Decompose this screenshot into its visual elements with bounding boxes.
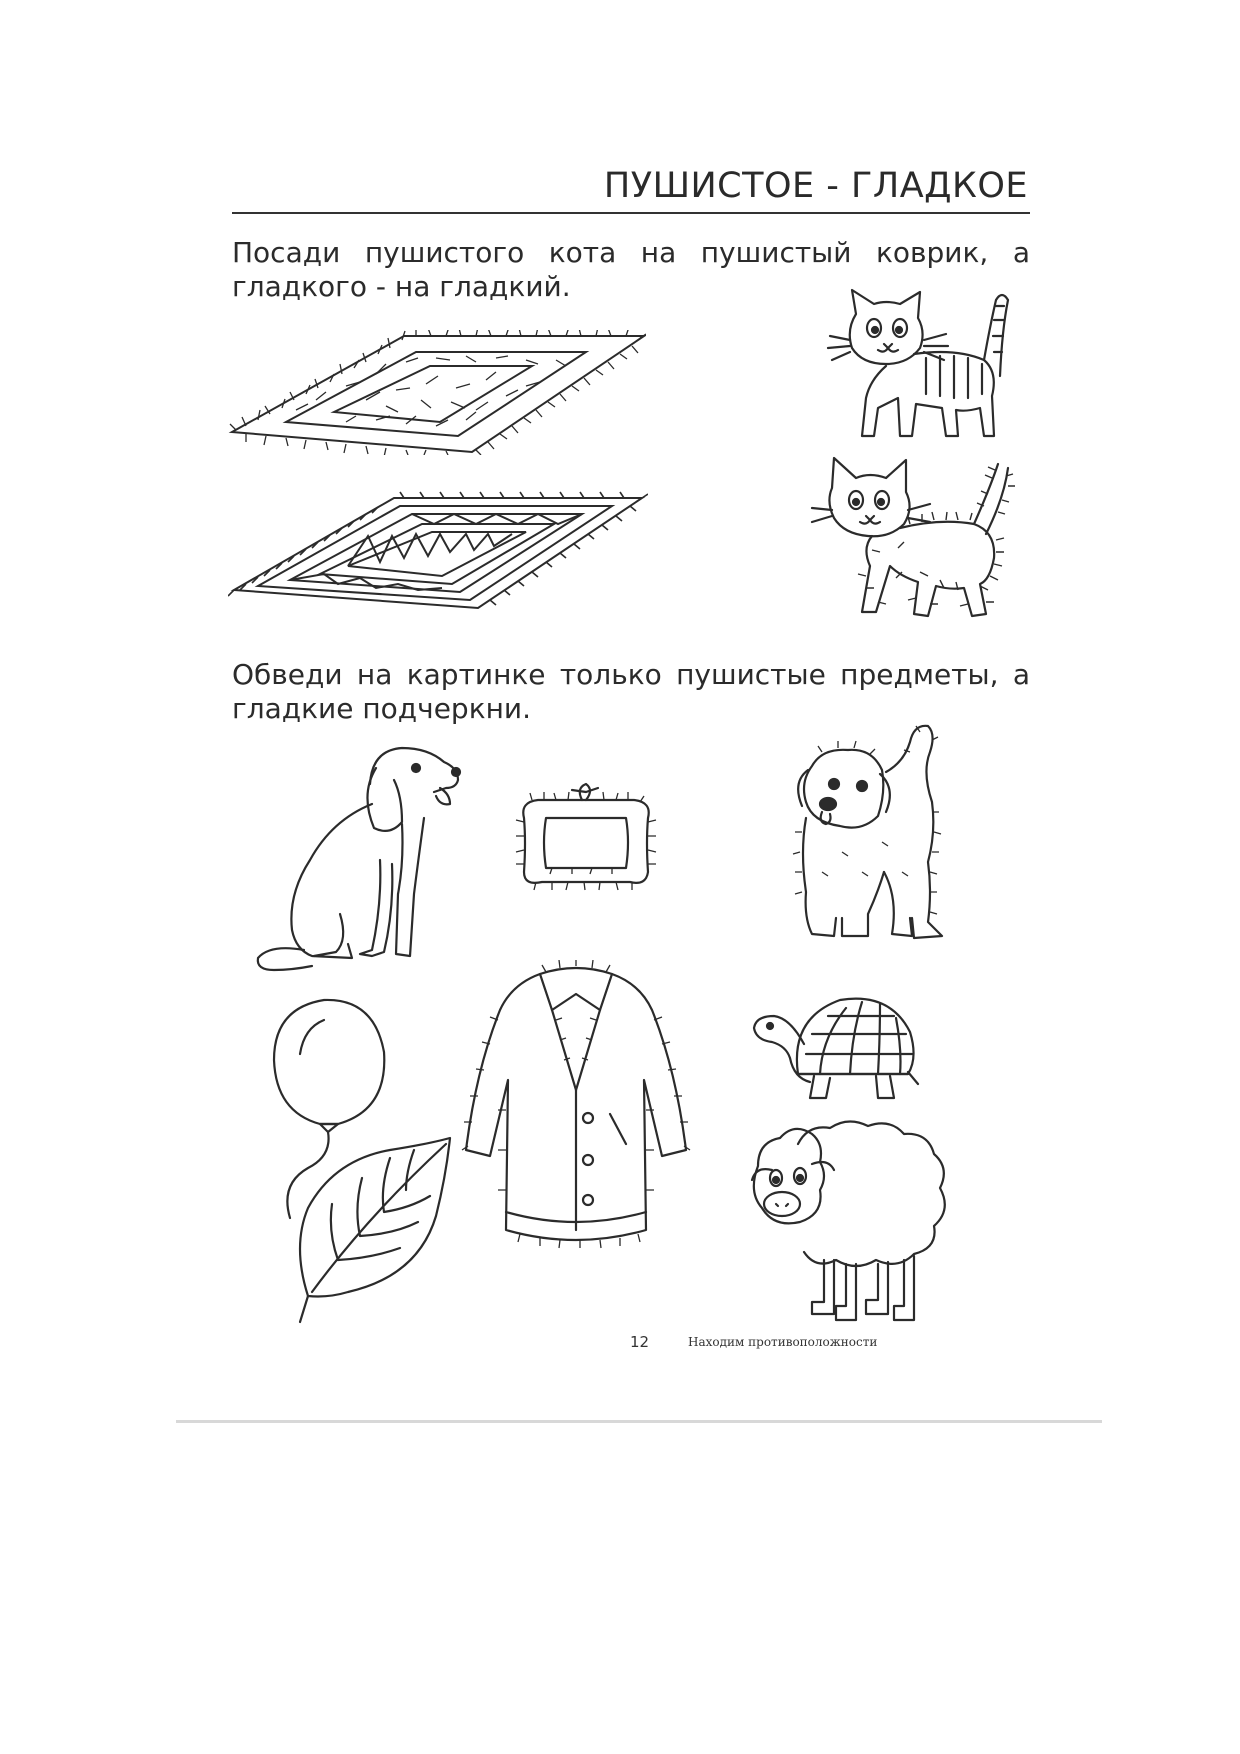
fur-hat-drawing xyxy=(512,782,660,894)
fluffy-cat-drawing xyxy=(810,448,1020,626)
page-title: ПУШИСТОЕ - ГЛАДКОЕ xyxy=(603,166,1028,206)
fur-coat-drawing xyxy=(460,960,692,1270)
sheep-drawing xyxy=(728,1114,954,1324)
smooth-cat-drawing xyxy=(816,286,1016,454)
fluffy-puppy-drawing xyxy=(782,722,974,962)
leaf-image[interactable] xyxy=(288,1136,458,1324)
task-2-instruction: Обведи на картинке только пушистые предметы, а гладкие подчеркни. xyxy=(232,658,1030,725)
title-underline xyxy=(232,212,1030,214)
page-number: 12 xyxy=(630,1333,650,1351)
smooth-cat-image[interactable] xyxy=(816,286,1016,454)
fluffy-rug-drawing xyxy=(226,330,646,455)
turtle-image[interactable] xyxy=(750,988,920,1106)
page-bottom-edge xyxy=(176,1420,1102,1423)
turtle-drawing xyxy=(750,988,920,1106)
leaf-drawing xyxy=(288,1136,458,1324)
worksheet-page xyxy=(176,118,1102,1423)
task-1-instruction: Посади пушистого кота на пушистый коврик, а гладкого - на гладкий. xyxy=(232,236,1030,303)
dog-drawing xyxy=(252,744,482,984)
fluffy-rug-image[interactable] xyxy=(226,330,646,455)
dog-image[interactable] xyxy=(252,744,482,984)
fur-coat-image[interactable] xyxy=(460,960,692,1270)
fur-hat-image[interactable] xyxy=(512,782,660,894)
smooth-rug-image[interactable] xyxy=(228,490,648,612)
smooth-rug-drawing xyxy=(228,490,648,612)
fluffy-puppy-image[interactable] xyxy=(782,722,974,962)
book-title: Находим противоположности xyxy=(688,1335,878,1349)
sheep-image[interactable] xyxy=(728,1114,954,1324)
fluffy-cat-image[interactable] xyxy=(810,448,1020,626)
